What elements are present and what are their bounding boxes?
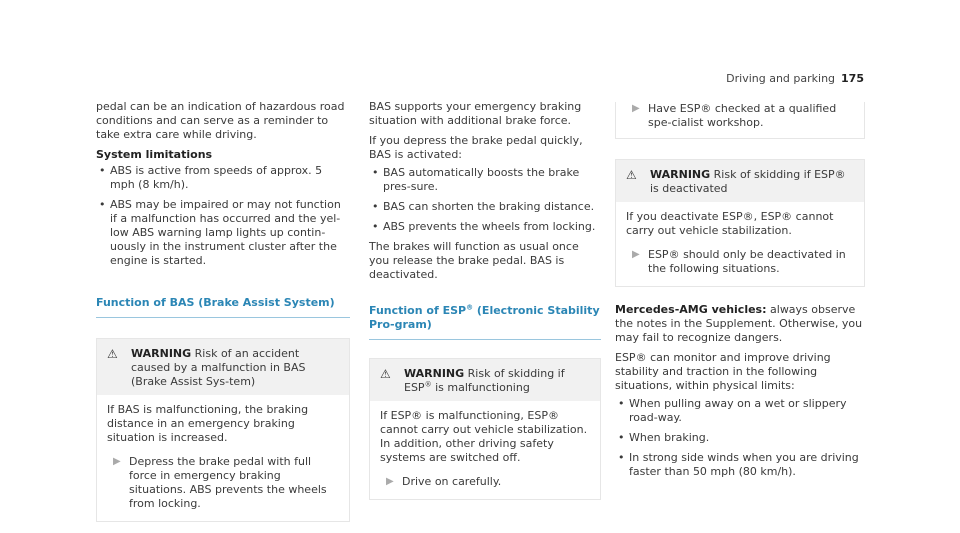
warning-body: If you deactivate ESP®, ESP® cannot carry out vehicle stabilization.	[626, 210, 834, 237]
amg-note: Mercedes-AMG vehicles: always observe the notes in the Supplement. Otherwise, you may fail to recognize dangers.	[615, 303, 863, 344]
system-limitations-title: System limitations	[96, 148, 213, 161]
bas-section-title: Function of BAS (Brake Assist System)	[96, 296, 350, 318]
list-item: • ABS may be impaired or may not function if a malfunction has occurred and the yel-low ABS warning lamp lights up contin-uously in the instrument cluster after the engine is started.	[99, 198, 341, 267]
warning-label: WARNING	[404, 367, 465, 380]
action-step: ▶ Drive on carefully.	[386, 475, 502, 488]
column-3	[615, 100, 865, 485]
warning-text: Risk of skidding if ESP® is deactivated	[650, 168, 846, 195]
col2-intro2: If you depress the brake pedal quickly, BAS is activated:	[369, 134, 583, 161]
page-number: 175	[841, 72, 864, 85]
arrow-icon: ▶	[386, 476, 394, 487]
bullet-icon: •	[618, 397, 625, 410]
list-item: • BAS can shorten the braking distance.	[372, 200, 595, 213]
column-1	[96, 100, 350, 522]
warning-label: WARNING	[650, 168, 711, 181]
col2-outro: The brakes will function as usual once you release the brake pedal. BAS is deactivated.	[369, 240, 579, 281]
list-item: • In strong side winds when you are driving faster than 50 mph (80 km/h).	[618, 451, 859, 478]
warning-icon: ⚠	[380, 367, 391, 381]
warning-label: WARNING	[131, 347, 192, 360]
warning-body: If BAS is malfunctioning, the braking distance in an emergency braking situation is increased.	[107, 403, 309, 444]
esp-section-title: Function of ESP® (Electronic Stability Pro-gram)	[369, 304, 601, 340]
bullet-icon: •	[372, 220, 379, 233]
warning-icon: ⚠	[626, 168, 637, 182]
bullet-icon: •	[618, 451, 625, 464]
list-item: • ABS is active from speeds of approx. 5 mph (8 km/h).	[99, 164, 323, 191]
list-item: • When braking.	[618, 431, 710, 444]
esp-deactivate-warning-box	[615, 159, 865, 287]
arrow-icon: ▶	[632, 103, 640, 114]
list-item: • BAS automatically boosts the brake pres-sure.	[372, 166, 580, 193]
esp-action-box	[615, 102, 865, 139]
column-2	[369, 100, 601, 500]
esp-warning-box	[369, 358, 601, 500]
warning-header	[616, 160, 864, 202]
bullet-icon: •	[99, 164, 106, 177]
warning-header	[97, 339, 349, 395]
bullet-icon: •	[99, 198, 106, 211]
warning-text: Risk of an accident caused by a malfunction in BAS (Brake Assist Sys-tem)	[131, 347, 306, 388]
arrow-icon: ▶	[632, 249, 640, 260]
bullet-icon: •	[372, 166, 379, 179]
bullet-icon: •	[372, 200, 379, 213]
bullet-icon: •	[618, 431, 625, 444]
warning-text: Risk of skidding if ESP® is malfunctioning	[404, 367, 565, 394]
col1-intro: pedal can be an indication of hazardous road conditions and can serve as a reminder to take extra care while driving.	[96, 100, 345, 141]
list-item: • ABS prevents the wheels from locking.	[372, 220, 596, 233]
bas-warning-box	[96, 338, 350, 522]
warning-icon: ⚠	[107, 347, 118, 361]
col2-intro1: BAS supports your emergency braking situation with additional brake force.	[369, 100, 582, 127]
list-item: • When pulling away on a wet or slippery road-way.	[618, 397, 847, 424]
section-title: Driving and parking	[726, 72, 836, 85]
arrow-icon: ▶	[113, 456, 121, 467]
action-step: ▶ ESP® should only be deactivated in the following situations.	[632, 248, 846, 275]
action-step: ▶ Depress the brake pedal with full force in emergency braking situations. ABS prevents the wheels from locking.	[113, 455, 327, 510]
esp-description: ESP® can monitor and improve driving stability and traction in the following situations, within physical limits:	[615, 351, 831, 392]
warning-header	[370, 359, 600, 401]
action-step: ▶ Have ESP® checked at a qualified spe-cialist workshop.	[632, 102, 837, 129]
warning-body: If ESP® is malfunctioning, ESP® cannot carry out vehicle stabilization. In addition, other driving safety systems are switched off.	[380, 409, 588, 464]
page-header	[726, 72, 864, 85]
